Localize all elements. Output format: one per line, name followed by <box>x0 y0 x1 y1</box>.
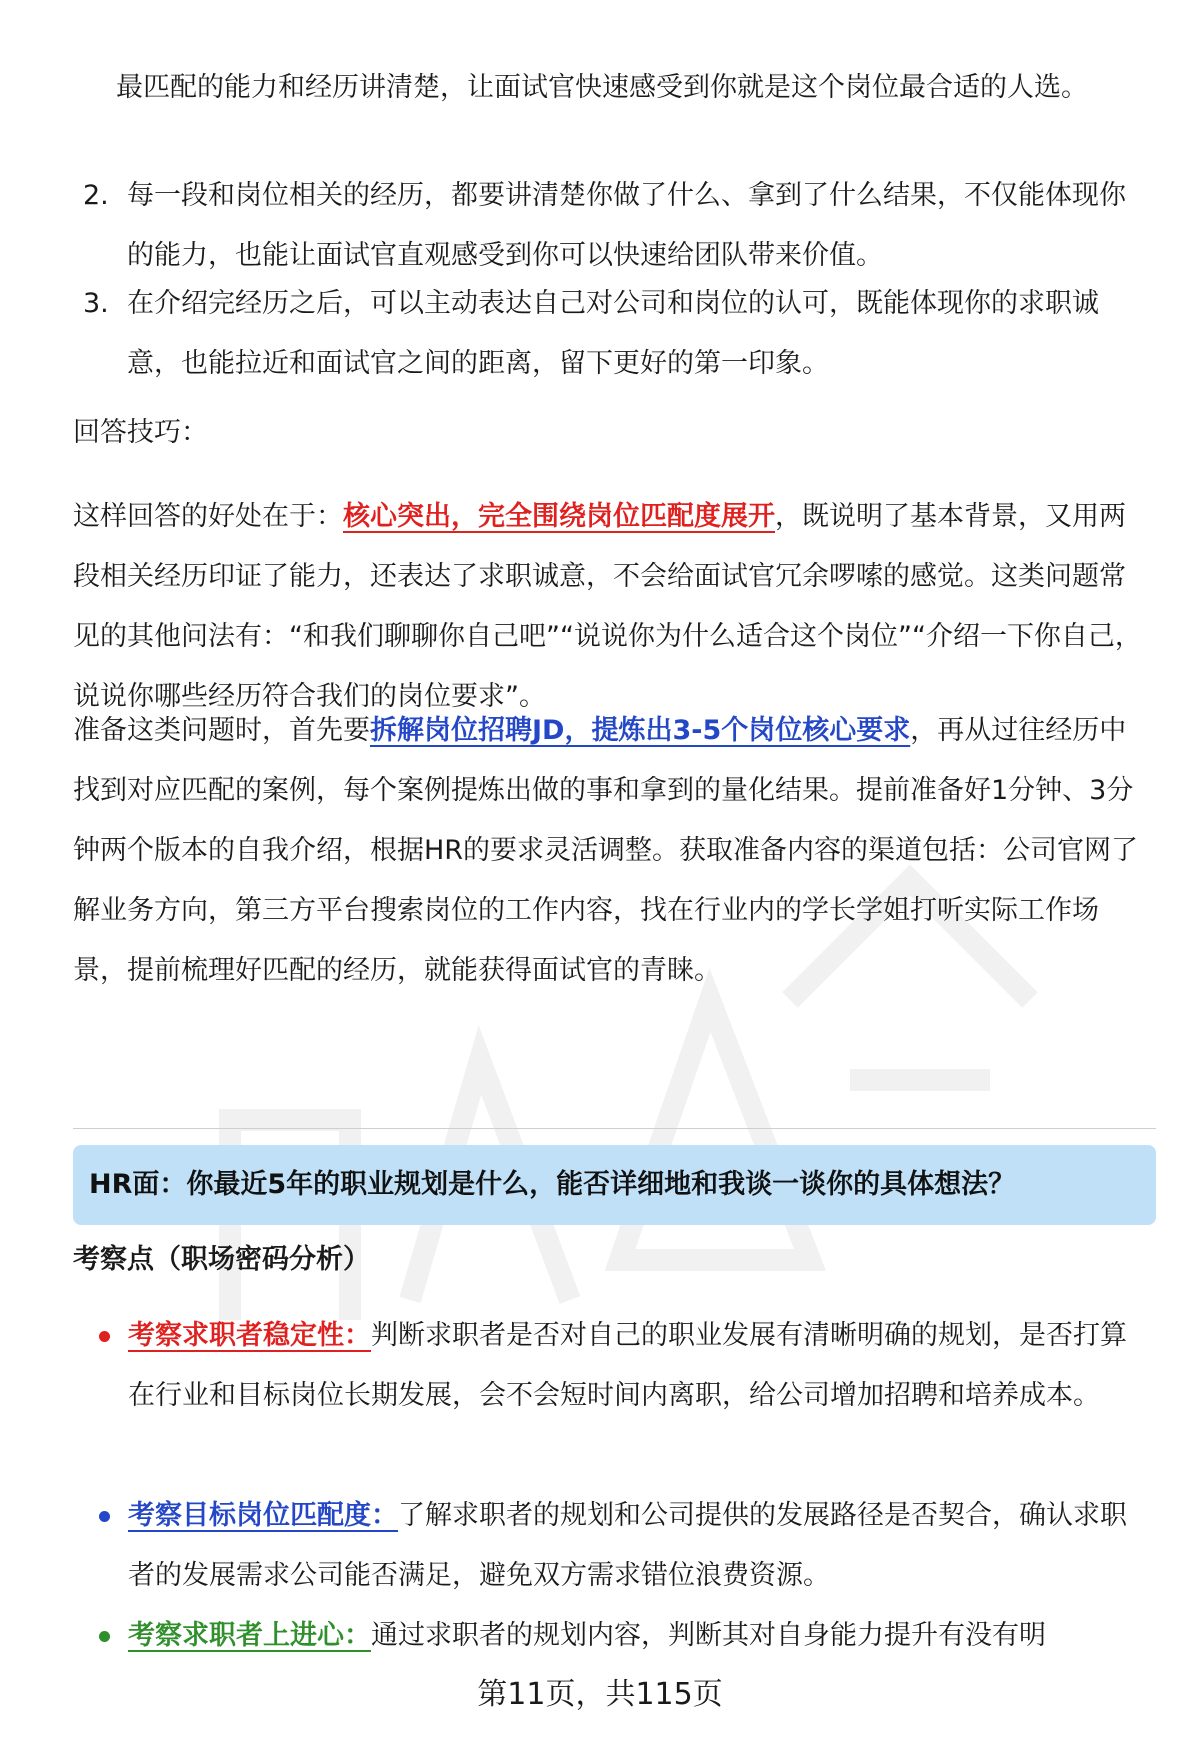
highlight-core: 核心突出，完全围绕岗位匹配度展开 <box>343 501 775 532</box>
page-footer: 第11页，共115页 <box>477 1677 723 1712</box>
intro-continuation: 最匹配的能力和经历讲清楚，让面试官快速感受到你就是这个岗位最合适的人选。 <box>116 72 1088 103</box>
tips-paragraph-1: 这样回答的好处在于：核心突出，完全围绕岗位匹配度展开，既说明了基本背景，又用两段相关经历印证了能力，还表达了求职诚意，不会给面试官冗余啰嗦的感觉。这类问题常见的其他问法有：“和我们聊聊你自己吧”“说说你为什么适合这个岗位”“介绍一下你自己，说说你哪些经历符合我们的岗位要求”。 <box>73 501 1142 712</box>
bullet-dot-icon <box>99 1511 110 1522</box>
hr-question: HR面：你最近5年的职业规划是什么，能否详细地和我谈一谈你的具体想法？ <box>89 1169 1016 1200</box>
tips-paragraph-2: 准备这类问题时，首先要拆解岗位招聘JD，提炼出3-5个岗位核心要求，再从过往经历中找到对应匹配的案例，每个案例提炼出做的事和拿到的量化结果。提前准备好1分钟、3分钟两个版本的自我介绍，根据HR的要求灵活调整。获取准备内容的渠道包括：公司官网了解业务方向，第三方平台搜索岗位的工作内容，找在行业内的学长学姐打听实际工作场景，提前梳理好匹配的经历，就能获得面试官的青睐。 <box>73 715 1139 986</box>
bullet-dot-icon <box>99 1331 110 1342</box>
highlight-jd: 拆解岗位招聘JD，提炼出3-5个岗位核心要求 <box>370 715 911 746</box>
hr-question-box <box>73 1145 1156 1225</box>
section-divider <box>73 1128 1156 1129</box>
bullet-dot-icon <box>99 1631 110 1642</box>
document-page: 最匹配的能力和经历讲清楚，让面试官快速感受到你就是这个岗位最合适的人选。 2. 每一段和岗位相关的经历，都要讲清楚你做了什么、拿到了什么结果，不仅能体现你的能力，也能让面试官直观感受到你可以快速给团队带来价值。 3. 在介绍完经历之后，可以主动表达自己对公司和岗位的认可，既能体现你的求职诚意，也能拉近和面试官之间的距离，留下更好的第一印象。 回答技巧： 这样回答的好处在于：核心突出，完全围绕岗位匹配度展开，既说明了基本背景，又用两段相关经历印证了能力，还表达了求职诚意，不会给面试官冗余啰嗦的感觉。这类问题常见的其他问法有：“和我们聊聊你自己吧”“说说你为什么适合这个岗位”“介绍一下你自己，说说你哪些经历符合我们的岗位要求”。 准备这类问题时，首先要拆解岗位招聘JD，提炼出3-5个岗位核心要求，再从过往经历中找到对应匹配的案例，每个案例提炼出做的事和拿到的量化结果。提前准备好1分钟、3分钟两个版本的自我介绍，根据HR的要求灵活调整。获取准备内容的渠道包括：公司官网了解业务方向，第三方平台搜索岗位的工作内容，找在行业内的学长学姐打听实际工作场景，提前梳理好匹配的经历，就能获得面试官的青睐。 HR面：你最近5年的职业规划是什么，能否详细地和我谈一谈你的具体想法？ 考察点（职场密码分析） 考察求职者稳定性：判断求职者是否对自己的职业发展有清晰明确的规划，是否打算在行业和目标岗位长期发展，会不会短时间内离职，给公司增加招聘和培养成本。 考察目标岗位匹配度：了解求职者的规划和公司提供的发展路径是否契合，确认求职者的发展需求公司能否满足，避免双方需求错位浪费资源。 考察求职者上进心：通过求职者的规划内容，判断其对自身能力提升有没有明 第11页，共115页 <box>0 0 1200 1755</box>
tips-label: 回答技巧： <box>73 417 208 448</box>
analysis-heading: 考察点（职场密码分析） <box>73 1244 370 1275</box>
